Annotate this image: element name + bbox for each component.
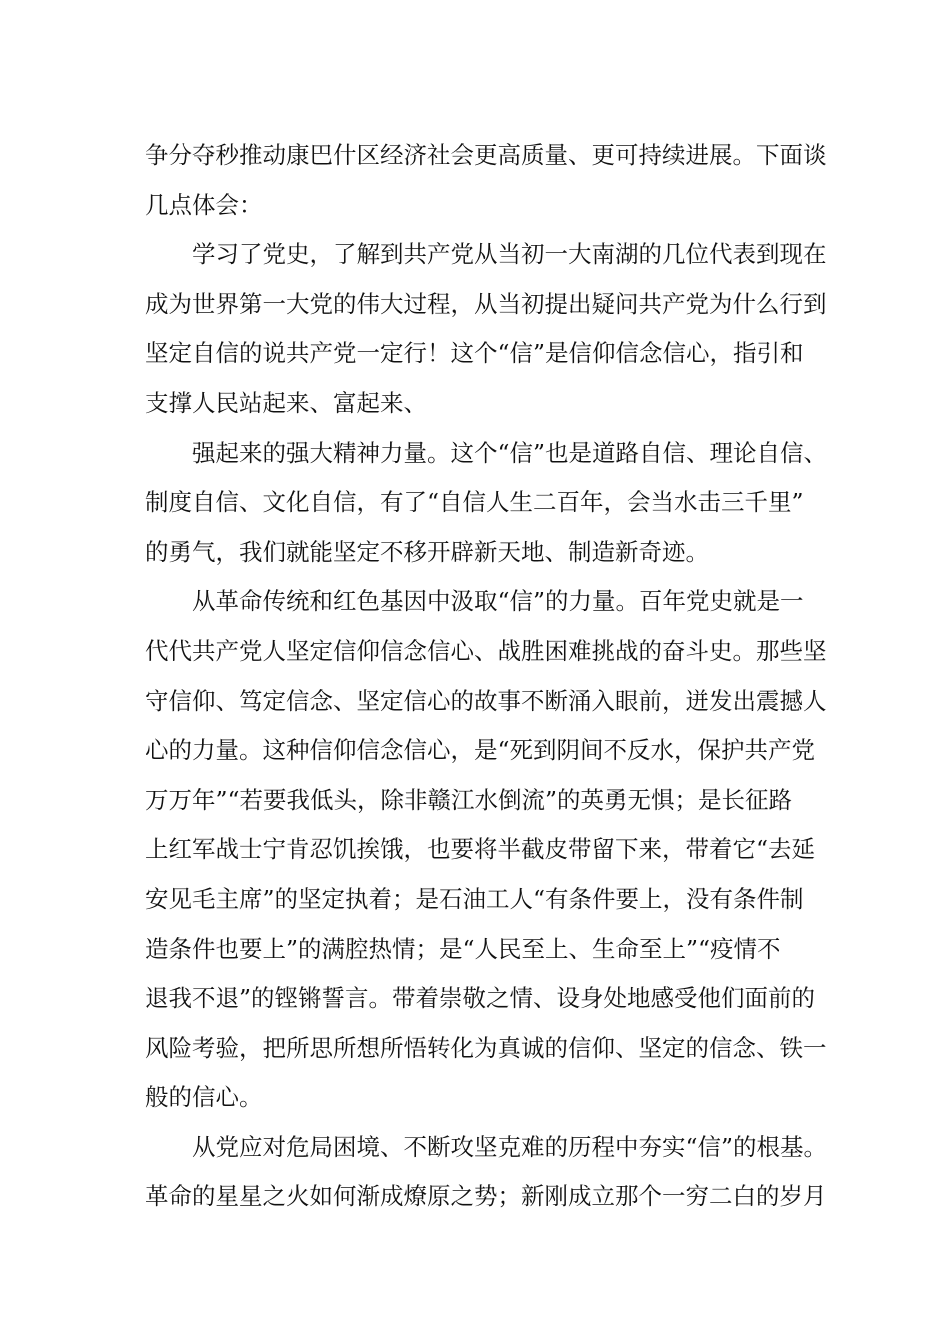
text-line: 代代共产党人坚定信仰信念信心、战胜困难挑战的奋斗史。那些坚 (145, 636, 827, 665)
text-line: 万万年”“若要我低头，除非赣江水倒流”的英勇无惧；是长征路 (145, 785, 793, 814)
text-line: 革命的星星之火如何渐成燎原之势；新刚成立那个一穷二白的岁月 (145, 1182, 827, 1211)
text-line: 心的力量。这种信仰信念信心，是“死到阴间不反水，保护共产党 (145, 736, 816, 765)
text-line: 守信仰、笃定信念、坚定信心的故事不断涌入眼前，迸发出震撼人 (145, 686, 827, 715)
text-line: 支撑人民站起来、富起来、 (145, 388, 427, 417)
text-line: 制度自信、文化自信，有了“自信人生二百年，会当水击三千里” (145, 488, 804, 517)
text-line: 的勇气，我们就能坚定不移开辟新天地、制造新奇迹。 (145, 537, 709, 566)
text-line: 成为世界第一大党的伟大过程，从当初提出疑问共产党为什么行到 (145, 289, 827, 318)
text-line: 安见毛主席”的坚定执着；是石油工人“有条件要上，没有条件制 (145, 884, 804, 913)
text-line: 从党应对危局困境、不断攻坚克难的历程中夯实“信”的根基。 (192, 1132, 828, 1161)
text-line: 上红军战士宁肯忍饥挨饿，也要将半截皮带留下来，带着它“去延 (145, 835, 816, 864)
text-line: 学习了党史，了解到共产党从当初一大南湖的几位代表到现在 (192, 240, 827, 269)
body-text (145, 131, 828, 1222)
text-line: 强起来的强大精神力量。这个“信”也是道路自信、理论自信、 (192, 438, 828, 467)
text-line: 几点体会： (145, 190, 263, 219)
text-line: 退我不退”的铿锵誓言。带着崇敬之情、设身处地感受他们面前的 (145, 984, 816, 1013)
text-line: 争分夺秒推动康巴什区经济社会更高质量、更可持续进展。下面谈 (145, 141, 827, 169)
text-line: 从革命传统和红色基因中汲取“信”的力量。百年党史就是一 (192, 587, 804, 616)
text-line: 风险考验，把所思所想所悟转化为真诚的信仰、坚定的信念、铁一 (145, 1033, 827, 1062)
text-line: 造条件也要上”的满腔热情；是“人民至上、生命至上”“疫情不 (145, 934, 781, 963)
text-line: 般的信心。 (145, 1083, 263, 1112)
text-line: 坚定自信的说共产党一定行！这个“信”是信仰信念信心，指引和 (145, 339, 804, 368)
